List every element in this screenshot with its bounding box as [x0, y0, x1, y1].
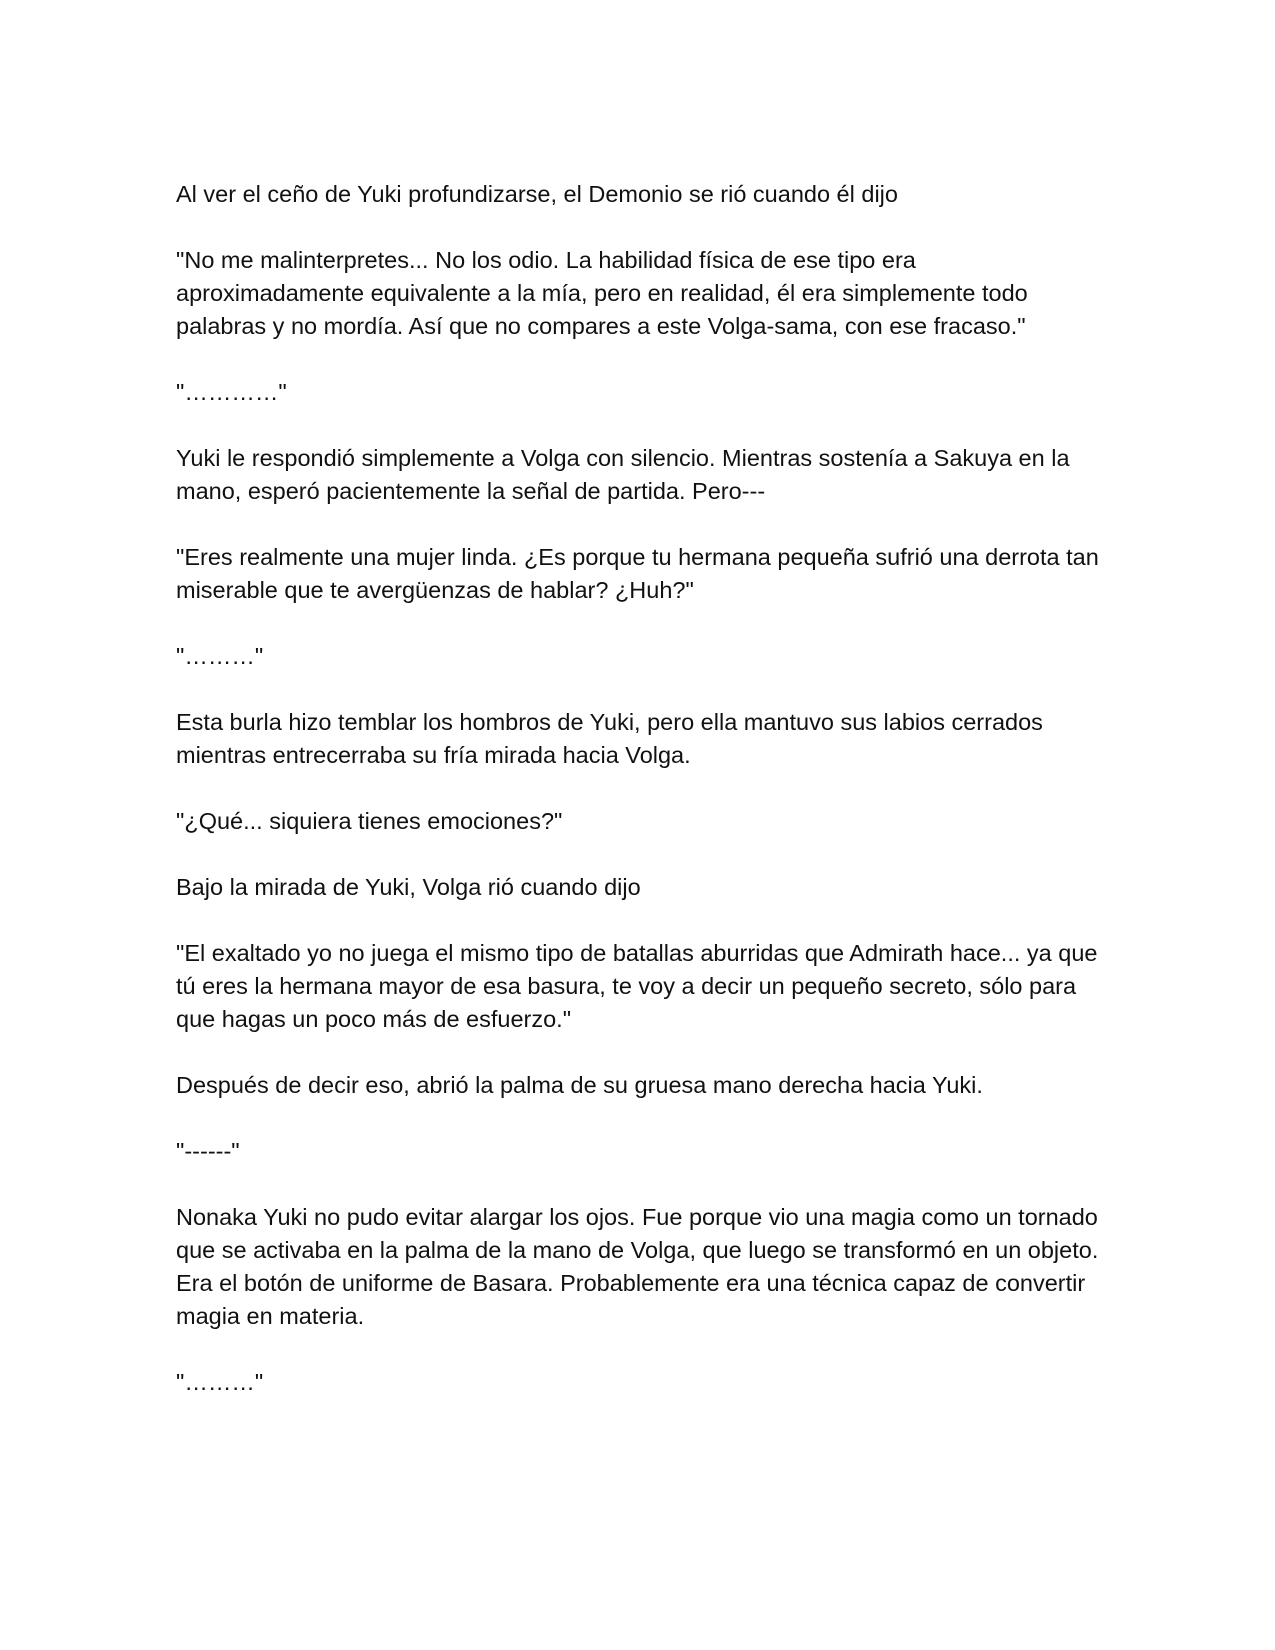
paragraph-narration: Al ver el ceño de Yuki profundizarse, el Demonio se rió cuando él dijo — [176, 181, 898, 207]
paragraph-ellipsis: "………" — [176, 1369, 264, 1395]
paragraph-narration: Yuki le respondió simplemente a Volga con silencio. Mientras sostenía a Sakuya en la mano, esperó pacientemente la señal de partida. Pero--- — [176, 445, 1070, 504]
paragraph-dialogue: "¿Qué... siquiera tienes emociones?" — [176, 808, 563, 834]
paragraph-ellipsis: "…………" — [176, 379, 287, 405]
paragraph-narration: Después de decir eso, abrió la palma de su gruesa mano derecha hacia Yuki. — [176, 1072, 983, 1098]
paragraph-narration: Esta burla hizo temblar los hombros de Yuki, pero ella mantuvo sus labios cerrados mientras entrecerraba su fría mirada hacia Volga. — [176, 709, 1043, 768]
paragraph-dash: "------" — [176, 1138, 240, 1164]
paragraph-ellipsis: "………" — [176, 643, 264, 669]
paragraph-dialogue: "El exaltado yo no juega el mismo tipo de batallas aburridas que Admirath hace... ya que tú eres la hermana mayor de esa basura, te voy a decir un pequeño secreto, sólo para que hagas un poco más de esfuerzo." — [176, 940, 1098, 1032]
paragraph-dialogue: "Eres realmente una mujer linda. ¿Es porque tu hermana pequeña sufrió una derrota tan miserable que te avergüenzas de hablar? ¿Huh?" — [176, 544, 1099, 603]
paragraph-narration: Bajo la mirada de Yuki, Volga rió cuando dijo — [176, 874, 641, 900]
document-body — [176, 178, 1106, 1432]
paragraph-dialogue: "No me malinterpretes... No los odio. La habilidad física de ese tipo era aproximadamente equivalente a la mía, pero en realidad, él era simplemente todo palabras y no mordía. Así que no compares a este Volga-sama, con ese fracaso." — [176, 247, 1028, 339]
paragraph-narration: Nonaka Yuki no pudo evitar alargar los ojos. Fue porque vio una magia como un tornado que se activaba en la palma de la mano de Volga, que luego se transformó en un objeto. Era el botón de uniforme de Basara. Probablemente era una técnica capaz de convertir magia en materia. — [176, 1204, 1099, 1329]
